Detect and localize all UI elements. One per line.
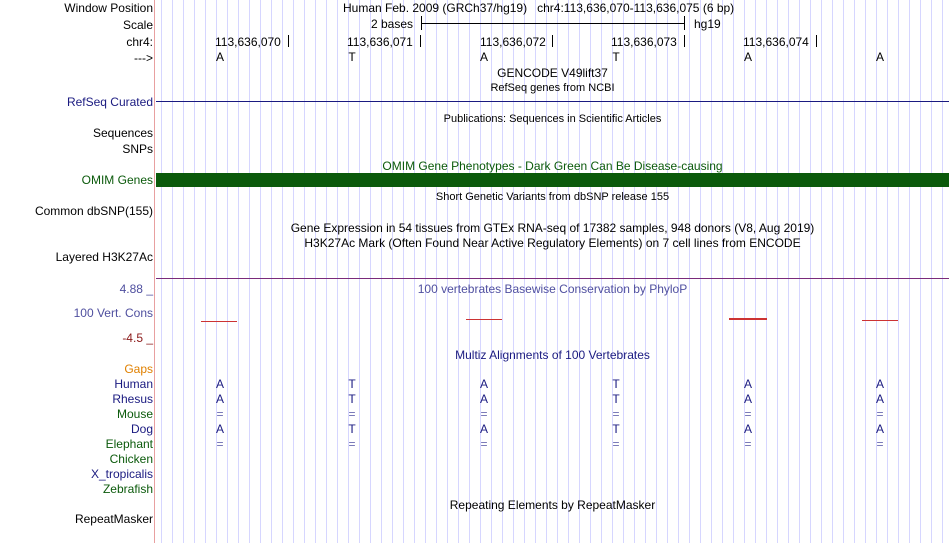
alignment-base: A — [875, 392, 884, 406]
gaps-label[interactable]: Gaps — [124, 362, 153, 376]
alignment-base: A — [875, 422, 884, 436]
conservation-mark — [862, 320, 898, 321]
chrom-label: chr4: — [126, 35, 153, 49]
species-label[interactable]: Rhesus — [112, 392, 153, 406]
vert-cons-label[interactable]: 100 Vert. Cons — [73, 306, 153, 320]
coordinate-tick — [816, 35, 817, 47]
db-label: hg19 — [694, 17, 721, 31]
species-label[interactable]: Elephant — [105, 437, 153, 451]
coordinate-tick — [684, 35, 685, 47]
alignment-base: = — [612, 437, 620, 451]
alignment-base: A — [479, 422, 488, 436]
species-label[interactable]: Dog — [130, 422, 153, 436]
species-label[interactable]: Mouse — [116, 407, 153, 421]
coordinate-label: 113,636,070 — [215, 35, 281, 49]
species-label[interactable]: Zebrafish — [102, 482, 153, 496]
layered-h3k27ac-label[interactable]: Layered H3K27Ac — [55, 250, 153, 264]
alignment-base: A — [743, 377, 752, 391]
scale-ruler-right-end — [684, 16, 685, 30]
alignment-base: T — [348, 377, 356, 391]
omim-genes-label[interactable]: OMIM Genes — [81, 173, 153, 187]
coordinate-label: 113,636,074 — [743, 35, 809, 49]
coordinate-tick — [420, 35, 421, 47]
alignment-base: A — [215, 392, 224, 406]
refseq-curated-label[interactable]: RefSeq Curated — [66, 95, 153, 109]
alignment-base: = — [480, 407, 488, 421]
alignment-base: A — [479, 377, 488, 391]
phylop-track-title[interactable]: 100 vertebrates Basewise Conservation by PhyloP — [417, 282, 688, 296]
alignment-base: = — [876, 407, 884, 421]
position-header — [343, 1, 734, 16]
coordinate-label: 113,636,072 — [480, 35, 546, 49]
omim-gene-bar[interactable] — [156, 173, 949, 187]
alignment-base: A — [875, 377, 884, 391]
coordinate-label: 113,636,071 — [347, 35, 413, 49]
scale-label: Scale — [122, 18, 153, 32]
scale-ruler-left-end — [421, 16, 422, 30]
refseq-gene-line[interactable] — [156, 101, 949, 102]
alignment-base: = — [876, 437, 884, 451]
h3k27ac-track-title[interactable]: H3K27Ac Mark (Often Found Near Active Regulatory Elements) on 7 cell lines from ENCODE — [304, 236, 801, 250]
alignment-base: A — [215, 422, 224, 436]
alignment-base: = — [612, 407, 620, 421]
alignment-base: = — [216, 407, 224, 421]
alignment-base: = — [744, 407, 752, 421]
gencode-track-title[interactable]: GENCODE V49lift37 — [497, 66, 608, 80]
species-label[interactable]: X_tropicalis — [90, 467, 153, 481]
sequence-base: A — [875, 50, 884, 64]
alignment-base: T — [348, 392, 356, 406]
alignment-base: A — [743, 392, 752, 406]
alignment-base: A — [479, 392, 488, 406]
sequence-base: A — [479, 50, 488, 64]
h3k27ac-baseline — [156, 278, 949, 279]
conservation-mark — [466, 319, 502, 320]
alignment-base: T — [612, 392, 620, 406]
coordinate-label: 113,636,073 — [611, 35, 677, 49]
alignment-base: A — [743, 422, 752, 436]
sequence-base: A — [743, 50, 752, 64]
alignment-base: A — [215, 377, 224, 391]
position-text: chr4:113,636,070-113,636,075 (6 bp) — [537, 1, 735, 15]
alignment-base: T — [348, 422, 356, 436]
alignment-base: = — [480, 437, 488, 451]
species-label[interactable]: Human — [114, 377, 153, 391]
omim-track-title[interactable]: OMIM Gene Phenotypes - Dark Green Can Be Disease-causing — [382, 159, 723, 173]
sequence-base: T — [348, 50, 356, 64]
publications-track-title[interactable]: Publications: Sequences in Scientific Articles — [443, 113, 662, 125]
species-label[interactable]: Chicken — [109, 452, 153, 466]
refseq-track-title[interactable]: RefSeq genes from NCBI — [490, 82, 615, 94]
snps-label[interactable]: SNPs — [122, 142, 153, 156]
alignment-base: T — [612, 422, 620, 436]
multiz-track-title[interactable]: Multiz Alignments of 100 Vertebrates — [455, 348, 650, 362]
repeatmasker-label[interactable]: RepeatMasker — [74, 512, 153, 526]
sequence-base: T — [612, 50, 620, 64]
common-dbsnp-label[interactable]: Common dbSNP(155) — [34, 204, 153, 218]
coordinate-tick — [552, 35, 553, 47]
repeatmasker-track-title[interactable]: Repeating Elements by RepeatMasker — [449, 498, 656, 512]
scale-text: 2 bases — [371, 17, 414, 31]
strand-label: ---> — [134, 51, 153, 65]
conservation-mark — [201, 321, 237, 322]
alignment-base: = — [348, 407, 356, 421]
conservation-mark — [729, 318, 767, 320]
alignment-base: = — [744, 437, 752, 451]
dbsnp-track-title[interactable]: Short Genetic Variants from dbSNP release 155 — [435, 191, 670, 203]
sequences-label[interactable]: Sequences — [92, 126, 153, 140]
coordinate-tick — [288, 35, 289, 47]
assembly-name: Human Feb. 2009 (GRCh37/hg19) — [343, 1, 528, 15]
sequence-base: A — [215, 50, 224, 64]
alignment-base: T — [612, 377, 620, 391]
scale-ruler — [421, 23, 684, 24]
window-position-label: Window Position — [64, 1, 153, 15]
alignment-base: = — [216, 437, 224, 451]
phylop-max-value: 4.88 _ — [119, 282, 153, 296]
phylop-min-value: -4.5 _ — [122, 331, 153, 345]
gtex-track-title[interactable]: Gene Expression in 54 tissues from GTEx RNA-seq of 17382 samples, 948 donors (V8, Aug 2019) — [290, 221, 815, 235]
alignment-base: = — [348, 437, 356, 451]
